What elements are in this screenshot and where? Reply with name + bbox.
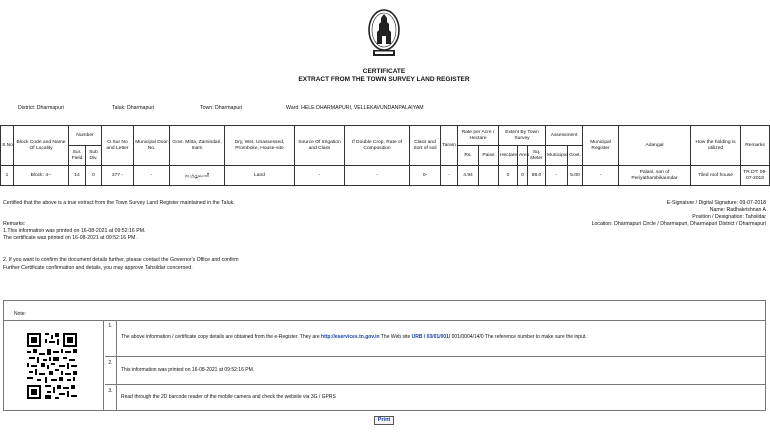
header-assessment: Assessment — [546, 126, 583, 146]
header-class-soil: Class and Sort of soil — [410, 126, 441, 166]
esignature-label: E-Signature / Digital Signature: 09-07-2018 — [666, 200, 766, 206]
cell-remarks: TR DT: 09-07-2018 — [741, 166, 770, 186]
header-govt: Govt. — [568, 146, 583, 166]
header-hectare: Hectare — [499, 146, 518, 166]
cell-sno: 1 — [1, 166, 14, 186]
header-remarks: Remarks — [741, 126, 770, 166]
cell-block: Block: 4-- — [14, 166, 69, 186]
note-text-end: 001/0004/14/0 The reference number to make sure the input. — [451, 334, 587, 340]
remark-line-2: The certificate was printed on 16-08-2021 at 09:52:16 PM. — [3, 235, 137, 241]
qr-code-icon — [27, 333, 77, 399]
header-dry-wet: Dry, Wet, Unassessed, Promboke, House-site — [225, 126, 295, 166]
note-text-start: The above information / certificate copy details are obtained from the e-Register. They are — [121, 334, 320, 340]
note-text-middle: The Web site — [380, 334, 411, 340]
note-number: 1. — [105, 320, 117, 356]
certified-statement: Certified that the above is a true extract from the Town Survey Land Register maintained in the Taluk. — [3, 200, 235, 206]
header-irrigation: Source Of Irrigation and Class — [295, 126, 345, 166]
cell-govt-mitta: ரயத்துவாரி — [170, 166, 225, 186]
signer-position: Position / Designation: Tahsildar — [692, 214, 766, 220]
cell-dry-wet: Land — [225, 166, 295, 186]
reference-link[interactable]: URB / 03/01/001/ — [411, 334, 451, 340]
header-osur: O.Sur No and Letter — [102, 126, 134, 166]
header-paise: Paise — [479, 146, 499, 166]
land-register-table — [0, 125, 770, 186]
cell-double-crop: - — [345, 166, 410, 186]
header-municipal-door: Municipal Door No. — [134, 126, 170, 166]
header-rate-acre: Rate per Acre / Hectare — [458, 126, 499, 146]
certificate-label: CERTIFICATE — [362, 68, 406, 75]
cell-osur: 377 - — [102, 166, 134, 186]
header-sub-div: Sub Div. — [86, 146, 102, 166]
note-text: Read through the 2D barcode reader of the mobile camera and check the website via 3G / GPRS — [121, 394, 336, 400]
cell-ares: 0 — [518, 166, 528, 186]
header-extent: Extent By Town Survey — [499, 126, 546, 146]
cell-municipal-register: - — [583, 166, 619, 186]
header-rs: Rs. — [458, 146, 479, 166]
table-row — [1, 166, 770, 186]
note-text: This information was printed on 16-08-2021 at 09:52:16 PM. — [121, 367, 255, 373]
header-double-crop: If Double Crop, Rate of Composition — [345, 126, 410, 166]
note-label: Note: — [14, 311, 26, 317]
ward-label: Ward: HELE DHARMAPURI, VELLEKAVUNDANPALAIYAM — [286, 105, 424, 111]
town-label: Town: Dharmapuri — [200, 105, 243, 111]
district-label: District: Dharmapuri — [18, 105, 64, 111]
note-number: 2. — [105, 357, 117, 384]
eservices-link[interactable]: http://eservices.tn.gov.in — [321, 334, 380, 340]
cell-govt: 5.00 — [568, 166, 583, 186]
cell-sub-div: 0 — [86, 166, 102, 186]
confirm-line-1: 2. If you want to confirm the document details further, please contact the Governor's Office and confirm — [3, 257, 239, 263]
tamilnadu-emblem-icon — [367, 8, 401, 60]
cell-class-soil: 0- — [410, 166, 441, 186]
header-adangal: Adangal — [619, 126, 691, 166]
header-sur-field: Sur. Field — [69, 146, 86, 166]
cell-taram: - — [441, 166, 458, 186]
remarks-label: Remarks: — [3, 221, 26, 227]
cell-sur-field: 14 — [69, 166, 86, 186]
confirm-line-2: Further Certificate confirmation and details, you may approve Tahsildar concerned. — [3, 265, 193, 271]
header-govt-mitta: Govt. Mitta, Zamindari, Inam — [170, 126, 225, 166]
cell-municipal: - — [546, 166, 568, 186]
note-number: 3. — [105, 385, 117, 411]
header-ares: Ares — [518, 146, 528, 166]
note-item-1 — [105, 320, 765, 357]
header-municipal-register: Municipal Register — [583, 126, 619, 166]
qr-cell — [4, 320, 104, 411]
print-button[interactable]: Print — [374, 416, 394, 425]
note-box — [3, 300, 766, 411]
note-item-3 — [105, 385, 765, 411]
header-sq-meter: Sq. Meter — [528, 146, 546, 166]
signer-location: Location: Dharmapuri Circle / Dharmapuri, Dharmapuri District / Dharmapuri — [591, 221, 766, 227]
taluk-label: Taluk: Dharmapuri — [112, 105, 155, 111]
cell-holding: Tiled roof house — [691, 166, 741, 186]
cell-hectare: 0 — [499, 166, 518, 186]
signer-name: Name: Radhakrishnan A — [709, 207, 766, 213]
cell-irrigation: - — [295, 166, 345, 186]
certificate-title-block — [0, 68, 768, 84]
cell-paise — [479, 166, 499, 186]
note-text — [121, 334, 587, 340]
header-municipal: Municipal — [546, 146, 568, 166]
header-sno: S.No. — [1, 126, 14, 166]
remark-line-1: 1.This information was printed on 16-08-2021 at 09:52:16 PM. — [3, 228, 146, 234]
cell-municipal-door: - — [134, 166, 170, 186]
cell-rs: 4.94 — [458, 166, 479, 186]
header-taram: Taram — [441, 126, 458, 166]
cell-adangal: Palani, son of Periyathambikaundar — [619, 166, 691, 186]
header-number: Number — [69, 126, 102, 146]
note-item-2 — [105, 357, 765, 385]
header-holding: How the holding is utilized — [691, 126, 741, 166]
extract-title: EXTRACT FROM THE TOWN SURVEY LAND REGISTER — [298, 76, 470, 83]
header-block-code: Block Code and Name Of Locality — [14, 126, 69, 166]
cell-sq-meter: 88.0 — [528, 166, 546, 186]
